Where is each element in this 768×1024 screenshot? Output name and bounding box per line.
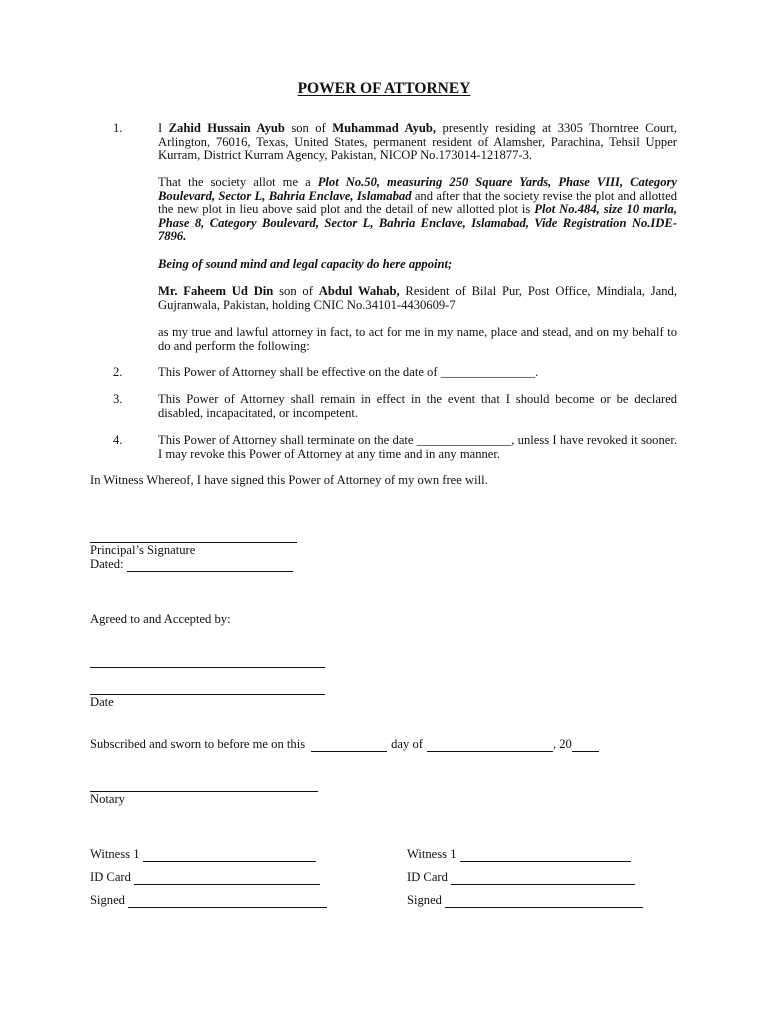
item-4-paragraph: This Power of Attorney shall terminate on the date _______________, unless I have revoked it sooner. I may revoke this Power of Attorney at any time and in any manner. <box>158 433 677 461</box>
sworn-day-blank[interactable] <box>311 740 387 752</box>
item-1-number: 1. <box>113 121 123 135</box>
witness-right-name-line[interactable] <box>460 850 631 862</box>
principal-signature-label: Principal’s Signature <box>90 543 196 557</box>
witness-right-signed-line[interactable] <box>445 896 643 908</box>
item-2-number: 2. <box>113 365 123 379</box>
witness-right-signed-row: Signed <box>407 894 643 908</box>
agreed-accepted-label: Agreed to and Accepted by: <box>90 612 231 626</box>
notary-label: Notary <box>90 792 125 806</box>
attorney-paragraph: Mr. Faheem Ud Din son of Abdul Wahab, Resident of Bilal Pur, Post Office, Mindiala, Jand, Gujranwala, Pakistan, holding CNIC No.34101-4430609-7 <box>158 284 677 312</box>
principal-name: Zahid Hussain Ayub <box>168 121 285 135</box>
acceptance-date-line[interactable] <box>90 694 325 695</box>
acceptor-signature-line[interactable] <box>90 667 325 668</box>
sworn-year-blank[interactable] <box>572 740 599 752</box>
appoint-statement: Being of sound mind and legal capacity do here appoint; <box>158 257 453 271</box>
dated-line[interactable] <box>127 560 293 572</box>
date-label: Date <box>90 695 114 709</box>
new-plot-details: Plot No.484, size 10 marla, Phase 8, Category Boulevard, Sector L, Bahria Enclave, Islamabad, Vide Registration No.IDE-7896. <box>158 202 677 244</box>
item-2-paragraph: This Power of Attorney shall be effective on the date of _______________. <box>158 365 539 379</box>
witness-left-signed-line[interactable] <box>128 896 327 908</box>
item-1-principal-paragraph: I Zahid Hussain Ayub son of Muhammad Ayub, presently residing at 3305 Thorntree Court, Arlington, 76016, Texas, United States, permanent resident of Alamsher, Parachina, Tehsil Upper Kurram, District Kurram Agency, Pakistan, NICOP No.173014-121877-3. <box>158 121 678 163</box>
witness-left-id-row: ID Card <box>90 871 320 885</box>
attorney-scope-paragraph: as my true and lawful attorney in fact, to act for me in my name, place and stead, and on my behalf to do and perform the following: <box>158 325 677 353</box>
item-1-plot-paragraph: That the society allot me a Plot No.50, measuring 250 Square Yards, Phase VIII, Category Boulevard, Sector L, Bahria Enclave, Islamabad and after that the society revise the plot and allotted the new plot in lieu above said plot and the detail of new allotted plot is Plot No.484, size 10 marla, Phase 8, Category Boulevard, Sector L, Bahria Enclave, Islamabad, Vide Registration No.IDE-7896. <box>158 175 678 244</box>
item-3-paragraph: This Power of Attorney shall remain in effect in the event that I should become or be declared disabled, incapacitated, or incompetent. <box>158 392 677 420</box>
dated-row <box>90 558 293 572</box>
item-3-number: 3. <box>113 392 123 406</box>
old-plot-details: Plot No.50, measuring 250 Square Yards, Phase VIII, Category Boulevard, Sector L, Bahria Enclave, Islamabad <box>158 175 678 203</box>
witness-left-name-line[interactable] <box>143 850 316 862</box>
attorney-name: Mr. Faheem Ud Din <box>158 284 274 298</box>
witness-right-name-row: Witness 1 <box>407 848 631 862</box>
witness-left-name-row: Witness 1 <box>90 848 316 862</box>
witness-left-signed-row: Signed <box>90 894 327 908</box>
effective-date-blank[interactable]: _______________. <box>440 365 539 379</box>
subscribed-sworn-row: Subscribed and sworn to before me on this day of , 20 <box>90 738 599 752</box>
item-4-number: 4. <box>113 433 123 447</box>
termination-date-blank[interactable]: _______________, <box>416 433 515 447</box>
dated-label: Dated: <box>90 557 124 571</box>
document-title <box>0 80 768 98</box>
witness-whereof-statement: In Witness Whereof, I have signed this Power of Attorney of my own free will. <box>90 473 488 487</box>
principal-father-name: Muhammad Ayub, <box>332 121 437 135</box>
witness-left-id-line[interactable] <box>134 873 320 885</box>
witness-right-id-row: ID Card <box>407 871 635 885</box>
sworn-month-blank[interactable] <box>427 740 553 752</box>
attorney-father-name: Abdul Wahab, <box>318 284 400 298</box>
witness-right-id-line[interactable] <box>451 873 635 885</box>
title-text: POWER OF ATTORNEY <box>297 80 471 97</box>
